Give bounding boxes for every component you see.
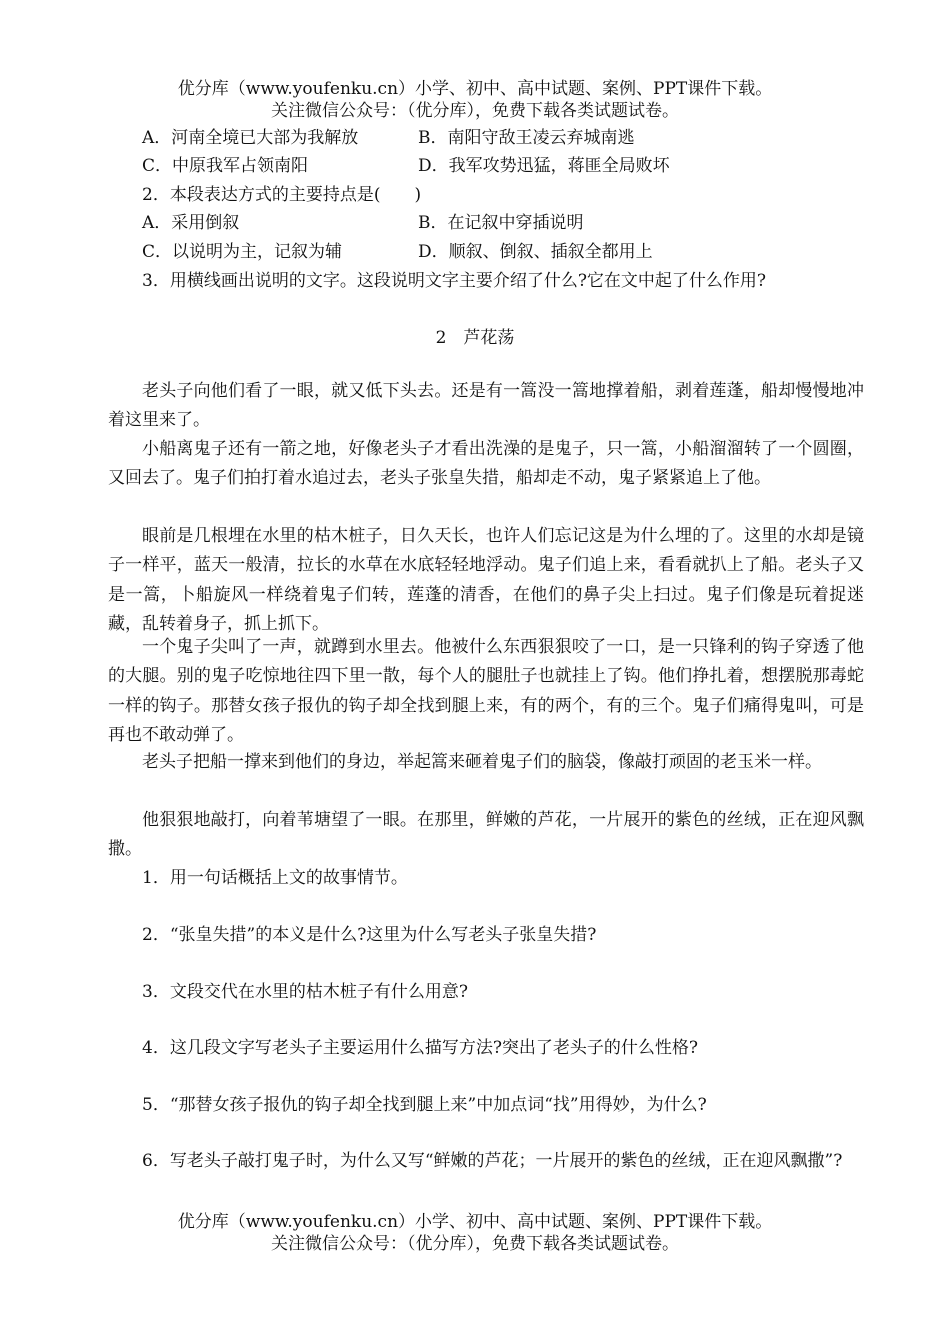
passage-paragraph-1: 老头子向他们看了一眼，就又低下头去。还是有一篙没一篙地撑着船，剥着莲蓬，船却慢慢地冲着这里来了。 bbox=[108, 381, 864, 431]
q1-option-a: A．河南全境已大部为我解放 bbox=[142, 128, 359, 148]
q1-option-d: D．我军攻势迅猛，蒋匪全局败坏 bbox=[418, 156, 670, 176]
question-2: 2．本段表达方式的主要持点是( ) bbox=[142, 185, 422, 205]
passage-question-6: 6．写老头子敲打鬼子时，为什么又写“鲜嫩的芦花；一片展开的紫色的丝绒，正在迎风飘撒”? bbox=[142, 1151, 843, 1171]
question-3: 3．用横线画出说明的文字。这段说明文字主要介绍了什么?它在文中起了什么作用? bbox=[142, 271, 767, 291]
passage-paragraph-4: 一个鬼子尖叫了一声，就蹲到水里去。他被什么东西狠狠咬了一口，是一只锋利的钩子穿透了他的大腿。别的鬼子吃惊地往四下里一散，每个人的腿肚子也就挂上了钩。他们挣扎着，想摆脱那毒蛇一样的钩子。那替女孩子报仇的钩子却全找到腿上来，有的两个，有的三个。鬼子们痛得鬼叫，可是再也不敢动弹了。 bbox=[108, 637, 864, 745]
passage-question-1: 1．用一句话概括上文的故事情节。 bbox=[142, 868, 408, 888]
passage-question-2: 2．“张皇失措”的本义是什么?这里为什么写老头子张皇失措? bbox=[142, 925, 597, 945]
passage-question-3: 3．文段交代在水里的枯木桩子有什么用意? bbox=[142, 982, 468, 1002]
q2-option-c: C．以说明为主，记叙为辅 bbox=[142, 242, 343, 262]
q2-option-a: A．采用倒叙 bbox=[142, 213, 240, 233]
q2-option-d: D．顺叙、倒叙、插叙全都用上 bbox=[418, 242, 653, 262]
q1-option-b: B．南阳守敌王凌云弃城南逃 bbox=[418, 128, 635, 148]
section-title: 2 芦花荡 bbox=[435, 328, 515, 348]
passage-question-5: 5．“那替女孩子报仇的钩子却全找到腿上来”中加点词“找”用得妙，为什么? bbox=[142, 1095, 707, 1115]
passage-paragraph-5: 老头子把船一撑来到他们的身边，举起篙来砸着鬼子们的脑袋，像敲打顽固的老玉米一样。 bbox=[142, 752, 822, 772]
q2-option-b: B．在记叙中穿插说明 bbox=[418, 213, 584, 233]
header-line-1: 优分库（www.youfenku.cn）小学、初中、高中试题、案例、PPT课件下载。 bbox=[177, 79, 773, 99]
passage-question-4: 4．这几段文字写老头子主要运用什么描写方法?突出了老头子的什么性格? bbox=[142, 1038, 699, 1058]
footer-line-2: 关注微信公众号：（优分库），免费下载各类试题试卷。 bbox=[271, 1234, 679, 1254]
header-line-2: 关注微信公众号：（优分库），免费下载各类试题试卷。 bbox=[271, 101, 679, 121]
passage-paragraph-6: 他狠狠地敲打，向着苇塘望了一眼。在那里，鲜嫩的芦花，一片展开的紫色的丝绒，正在迎风飘撒。 bbox=[108, 810, 864, 860]
footer-line-1: 优分库（www.youfenku.cn）小学、初中、高中试题、案例、PPT课件下载。 bbox=[177, 1212, 773, 1232]
q1-option-c: C．中原我军占领南阳 bbox=[142, 156, 309, 176]
passage-paragraph-3: 眼前是几根埋在水里的枯木桩子，日久天长，也许人们忘记这是为什么埋的了。这里的水却是镜子一样平，蓝天一般清，拉长的水草在水底轻轻地浮动。鬼子们追上来，看看就扒上了船。老头子又是一篙，卜船旋风一样绕着鬼子们转，莲蓬的清香，在他们的鼻子尖上扫过。鬼子们像是玩着捉迷藏，乱转着身子，抓上抓下。 bbox=[108, 526, 864, 634]
passage-paragraph-2: 小船离鬼子还有一箭之地，好像老头子才看出洗澡的是鬼子，只一篙，小船溜溜转了一个圆圈，又回去了。鬼子们拍打着水追过去，老头子张皇失措，船却走不动，鬼子紧紧追上了他。 bbox=[108, 439, 864, 489]
